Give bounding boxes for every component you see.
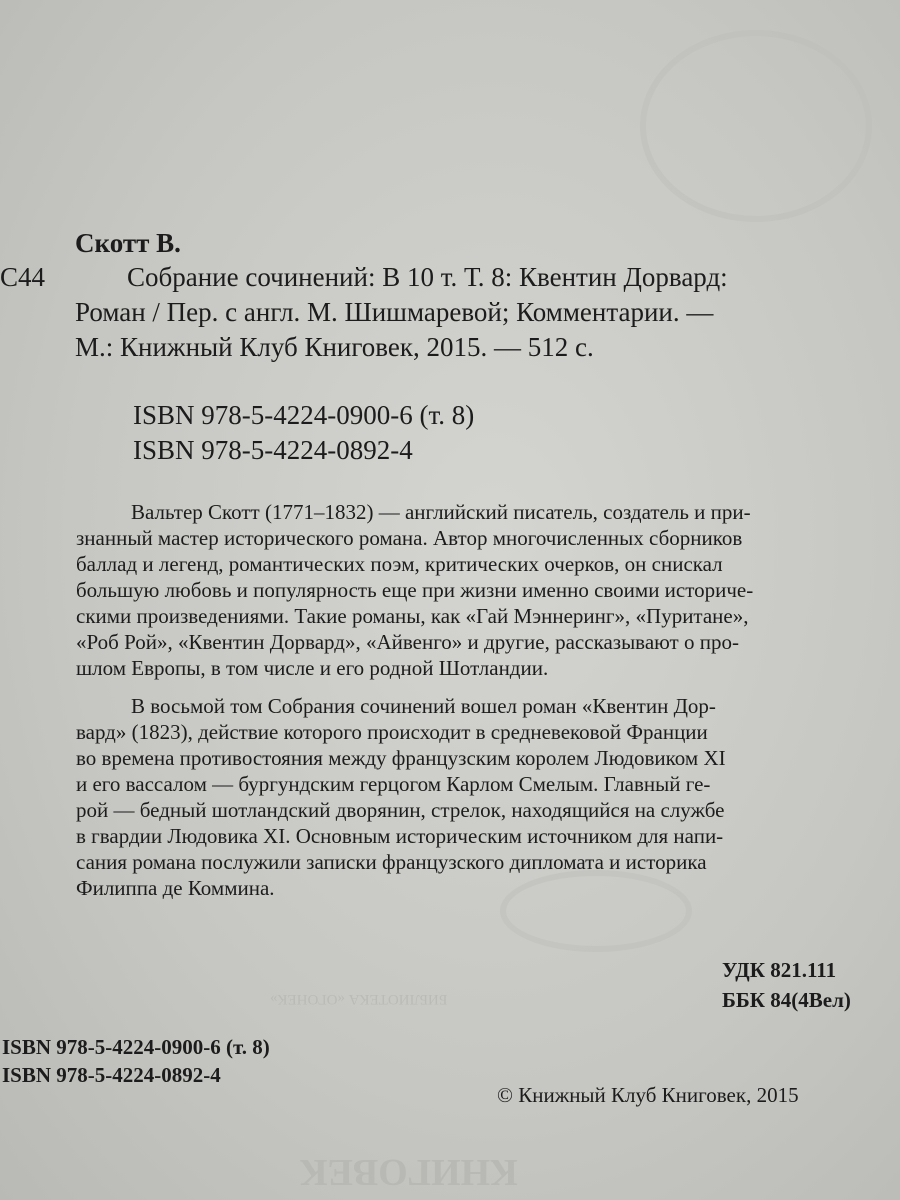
bleed-through-series: БИБЛИОТЕКА «ОГОНЕК»	[270, 991, 448, 1007]
bbk-code: ББК 84(4Вел)	[722, 988, 851, 1012]
udk-code: УДК 821.111	[722, 958, 837, 982]
annotation-line: рой — бедный шотландский дворянин, стрелок, находящийся на службе	[76, 798, 725, 822]
annotation-line: знанный мастер исторического романа. Автор многочисленных сборников	[76, 526, 743, 550]
bleed-through-ornament	[640, 30, 872, 222]
isbn-line: ISBN 978-5-4224-0892-4	[2, 1063, 221, 1087]
annotation-line: «Роб Рой», «Квентин Дорвард», «Айвенго» и другие, рассказывают о про-	[76, 630, 739, 654]
bleed-through-publisher: КНИГОВЕК	[300, 1151, 518, 1193]
isbn-line: ISBN 978-5-4224-0900-6 (т. 8)	[133, 400, 475, 430]
annotation-line: вард» (1823), действие которого происходит в средневековой Франции	[76, 720, 708, 744]
annotation-line: баллад и легенд, романтических поэм, критических очерков, он снискал	[76, 552, 723, 576]
annotation-line: большую любовь и популярность еще при жизни именно своими историче-	[76, 578, 754, 602]
annotation-line: Филиппа де Коммина.	[76, 876, 275, 900]
copyright-line: © Книжный Клуб Книговек, 2015	[497, 1083, 799, 1107]
bib-line: Собрание сочинений: В 10 т. Т. 8: Квентин Дорвард:	[127, 262, 728, 292]
isbn-line: ISBN 978-5-4224-0892-4	[133, 435, 413, 465]
annotation-line: в гвардии Людовика XI. Основным историческим источником для напи-	[76, 824, 724, 848]
bleed-through-ornament	[500, 870, 692, 952]
annotation-line: Вальтер Скотт (1771–1832) — английский писатель, создатель и при-	[131, 500, 751, 524]
shelf-code: С44	[0, 262, 46, 292]
bib-line: М.: Книжный Клуб Книговек, 2015. — 512 с.	[75, 332, 594, 362]
bib-line: Роман / Пер. с англ. М. Шишмаревой; Комментарии. —	[75, 297, 714, 327]
annotation-line: В восьмой том Собрания сочинений вошел роман «Квентин Дор-	[131, 694, 716, 718]
author-heading: Скотт В.	[75, 228, 181, 258]
annotation-line: шлом Европы, в том числе и его родной Шотландии.	[76, 656, 549, 680]
isbn-line: ISBN 978-5-4224-0900-6 (т. 8)	[2, 1035, 270, 1059]
annotation-line: скими произведениями. Такие романы, как «Гай Мэннеринг», «Пуритане»,	[76, 604, 749, 628]
annotation-line: во времена противостояния между французским королем Людовиком XI	[76, 746, 726, 770]
annotation-line: сания романа послужили записки французского дипломата и историка	[76, 850, 707, 874]
annotation-line: и его вассалом — бургундским герцогом Карлом Смелым. Главный ге-	[76, 772, 711, 796]
